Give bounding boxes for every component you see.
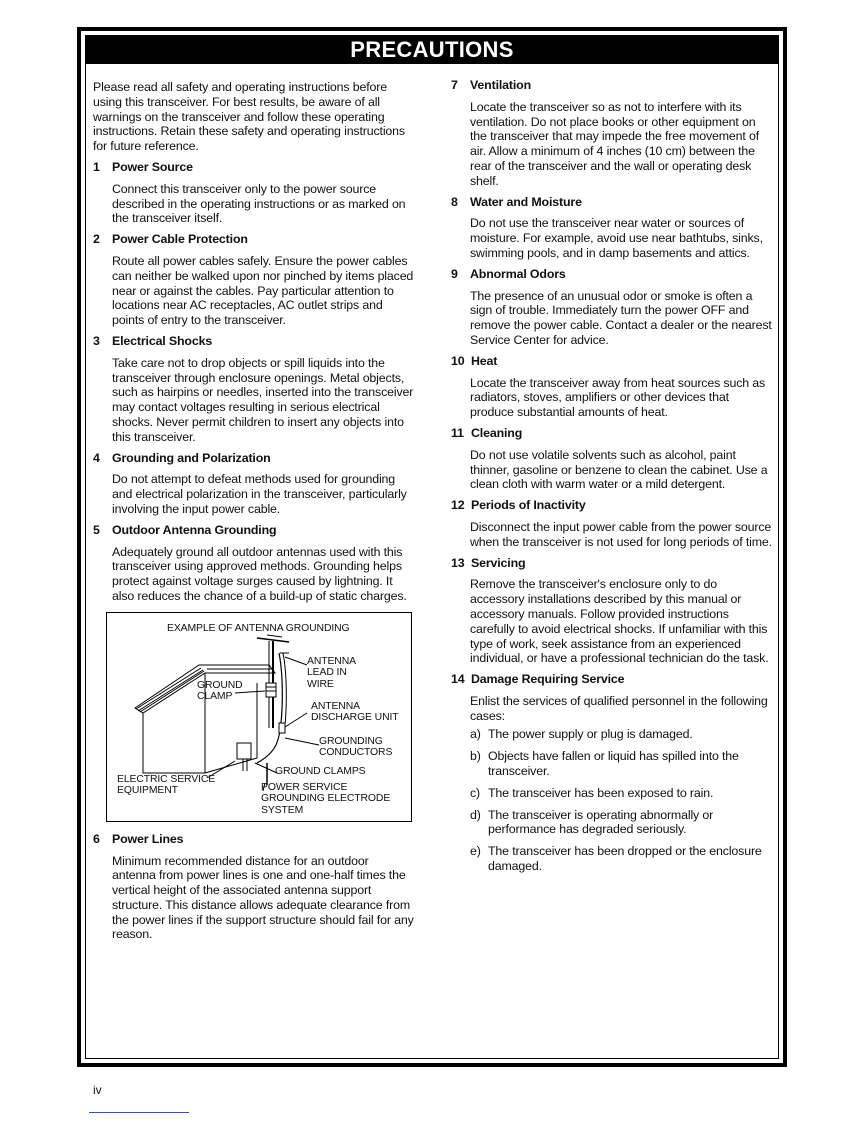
section-body: Locate the transceiver away from heat sources such as radiators, stoves, amplifiers or other devices that produce substantial amounts of heat.	[470, 375, 766, 420]
section-number: 1	[93, 159, 100, 174]
section-body: Enlist the services of qualified personnel in the following cases:	[470, 693, 768, 723]
list-item	[470, 727, 773, 742]
list-letter: b)	[470, 749, 481, 764]
section-number: 7	[451, 78, 458, 92]
list-item	[470, 786, 773, 801]
list-item	[470, 844, 773, 874]
section-number: 10	[451, 353, 465, 368]
list-text: The transceiver has been exposed to rain.	[488, 785, 714, 800]
section-number: 4	[93, 450, 100, 465]
list-letter: e)	[470, 844, 481, 859]
label-antenna-lead: ANTENNA LEAD IN WIRE	[307, 655, 356, 690]
section-body: Take care not to drop objects or spill liquids into the transceiver through enclosure openings. Metal objects, such as hairpins or needles, inserted into the transceiver may contact voltages resulting in serious electrical shocks. Never permit children to insert any objects into this transceiver.	[112, 355, 414, 444]
section-water-moisture	[451, 195, 773, 261]
section-title: Water and Moisture	[470, 194, 582, 209]
label-power-service: POWER SERVICE GROUNDING ELECTRODE SYSTEM	[261, 781, 391, 816]
section-number: 12	[451, 498, 465, 513]
section-title: Outdoor Antenna Grounding	[112, 522, 277, 537]
section-body: Route all power cables safely. Ensure the power cables can neither be walked upon nor pinched by items placed near or against the cables. Pay particular attention to locations near AC receptacles, AC outlet strips and points of entry to the transceiver.	[112, 253, 414, 328]
section-power-cable-protection	[93, 232, 415, 328]
section-number: 2	[93, 232, 100, 247]
section-title: Damage Requiring Service	[471, 672, 625, 687]
section-number: 3	[93, 333, 100, 348]
section-body: The presence of an unusual odor or smoke is often a sign of trouble. Immediately turn the power OFF and remove the power cable. Contact a dealer or the nearest Service Center for advice.	[470, 288, 772, 347]
section-title: Power Cable Protection	[112, 232, 248, 247]
list-letter: d)	[470, 807, 481, 822]
page-number: iv	[93, 1083, 102, 1097]
section-number: 5	[93, 522, 100, 537]
section-body: Remove the transceiver's enclosure only to do accessory installations described by this manual or accessory manuals. Follow provided instructions carefully to avoid electrical shocks. If unfamiliar with this type of work, seek assistance from an experienced individual, or have a professional technician do the task.	[470, 577, 769, 666]
section-damage-requiring-service	[451, 672, 773, 874]
section-title: Servicing	[471, 555, 526, 570]
page-title: PRECAUTIONS	[85, 35, 779, 64]
section-number: 8	[451, 194, 458, 209]
section-heat	[451, 354, 773, 420]
discharge-unit	[279, 723, 285, 733]
right-column	[451, 78, 773, 874]
section-power-lines	[93, 832, 415, 943]
list-item	[470, 808, 773, 838]
section-body: Disconnect the input power cable from the power source when the transceiver is not used for long periods of time.	[470, 519, 772, 549]
section-abnormal-odors	[451, 267, 773, 348]
section-title: Heat	[471, 353, 498, 368]
antenna-grounding-diagram	[106, 612, 412, 822]
section-number: 13	[451, 555, 465, 570]
diagram-title: EXAMPLE OF ANTENNA GROUNDING	[167, 622, 350, 634]
section-title: Abnormal Odors	[470, 266, 566, 281]
section-ventilation	[451, 78, 773, 189]
section-electrical-shocks	[93, 334, 415, 445]
list-letter: a)	[470, 727, 481, 742]
list-text: Objects have fallen or liquid has spilled into the transceiver.	[488, 749, 739, 779]
label-discharge-unit: ANTENNA DISCHARGE UNIT	[311, 700, 399, 724]
ground-clamp	[266, 683, 276, 697]
section-body: Connect this transceiver only to the power source described in the operating instructions or as marked on the transceiver itself.	[112, 181, 406, 226]
section-body: Adequately ground all outdoor antennas used with this transceiver using approved methods. Grounding helps protect against voltage surges caused by lightning. It also reduces the chance of a build-up of static charges.	[112, 544, 407, 603]
section-title: Power Lines	[112, 831, 184, 846]
section-title: Cleaning	[471, 425, 523, 440]
label-ground-clamp: GROUND CLAMP	[197, 679, 243, 703]
section-body: Do not use the transceiver near water or sources of moisture. For example, avoid use near bathtubs, sinks, swimming pools, and in damp basements and attics.	[470, 216, 763, 260]
list-item	[470, 749, 773, 779]
section-title: Power Source	[112, 159, 193, 174]
section-number: 11	[451, 425, 464, 440]
section-number: 14	[451, 672, 465, 687]
section-periods-of-inactivity	[451, 498, 773, 549]
label-ground-clamps: GROUND CLAMPS	[275, 765, 366, 777]
section-body: Do not attempt to defeat methods used for grounding and electrical polarization in the transceiver, particularly involving the input power cable.	[112, 472, 407, 516]
section-number: 6	[93, 831, 100, 846]
label-electric-service: ELECTRIC SERVICE EQUIPMENT	[117, 773, 216, 797]
electric-service-box	[237, 743, 251, 759]
section-power-source	[93, 160, 415, 226]
list-text: The transceiver is operating abnormally or performance has degraded seriously.	[488, 807, 714, 837]
section-body: Minimum recommended distance for an outdoor antenna from power lines is one and one-half times the vertical height of the associated antenna support structure. This distance allows adequate clearance from the power lines if the support structure should fail for any reason.	[112, 853, 414, 942]
section-number: 9	[451, 266, 458, 281]
list-text: The power supply or plug is damaged.	[488, 727, 693, 742]
section-title: Grounding and Polarization	[112, 450, 271, 465]
label-grounding-conductors: GROUNDING CONDUCTORS	[319, 735, 393, 759]
section-grounding-polarization	[93, 451, 415, 517]
section-body: Locate the transceiver so as not to interfere with its ventilation. Do not place books or other equipment on the transceiver that may impede the free movement of air. Allow a minimum of 4 inches (10 cm) between the rear of the transceiver and the wall or operating desk shelf.	[470, 99, 760, 188]
section-title: Electrical Shocks	[112, 333, 213, 348]
section-servicing	[451, 556, 773, 667]
section-title: Periods of Inactivity	[471, 498, 586, 513]
intro-text: Please read all safety and operating instructions before using this transceiver. For best results, be aware of all warnings on the transceiver and follow these operating instructions. Retain these safety and operating instructions for future reference.	[93, 80, 405, 154]
list-text: The transceiver has been dropped or the enclosure damaged.	[488, 844, 762, 874]
section-cleaning	[451, 426, 773, 492]
section-body: Do not use volatile solvents such as alcohol, paint thinner, gasoline or benzene to clean the cabinet. Use a clean cloth with warm water or a mild detergent.	[470, 447, 768, 492]
footer-rule	[89, 1112, 189, 1113]
section-outdoor-antenna-grounding	[93, 523, 415, 604]
section-title: Ventilation	[470, 78, 531, 92]
list-letter: c)	[470, 785, 481, 800]
left-column	[93, 78, 415, 948]
